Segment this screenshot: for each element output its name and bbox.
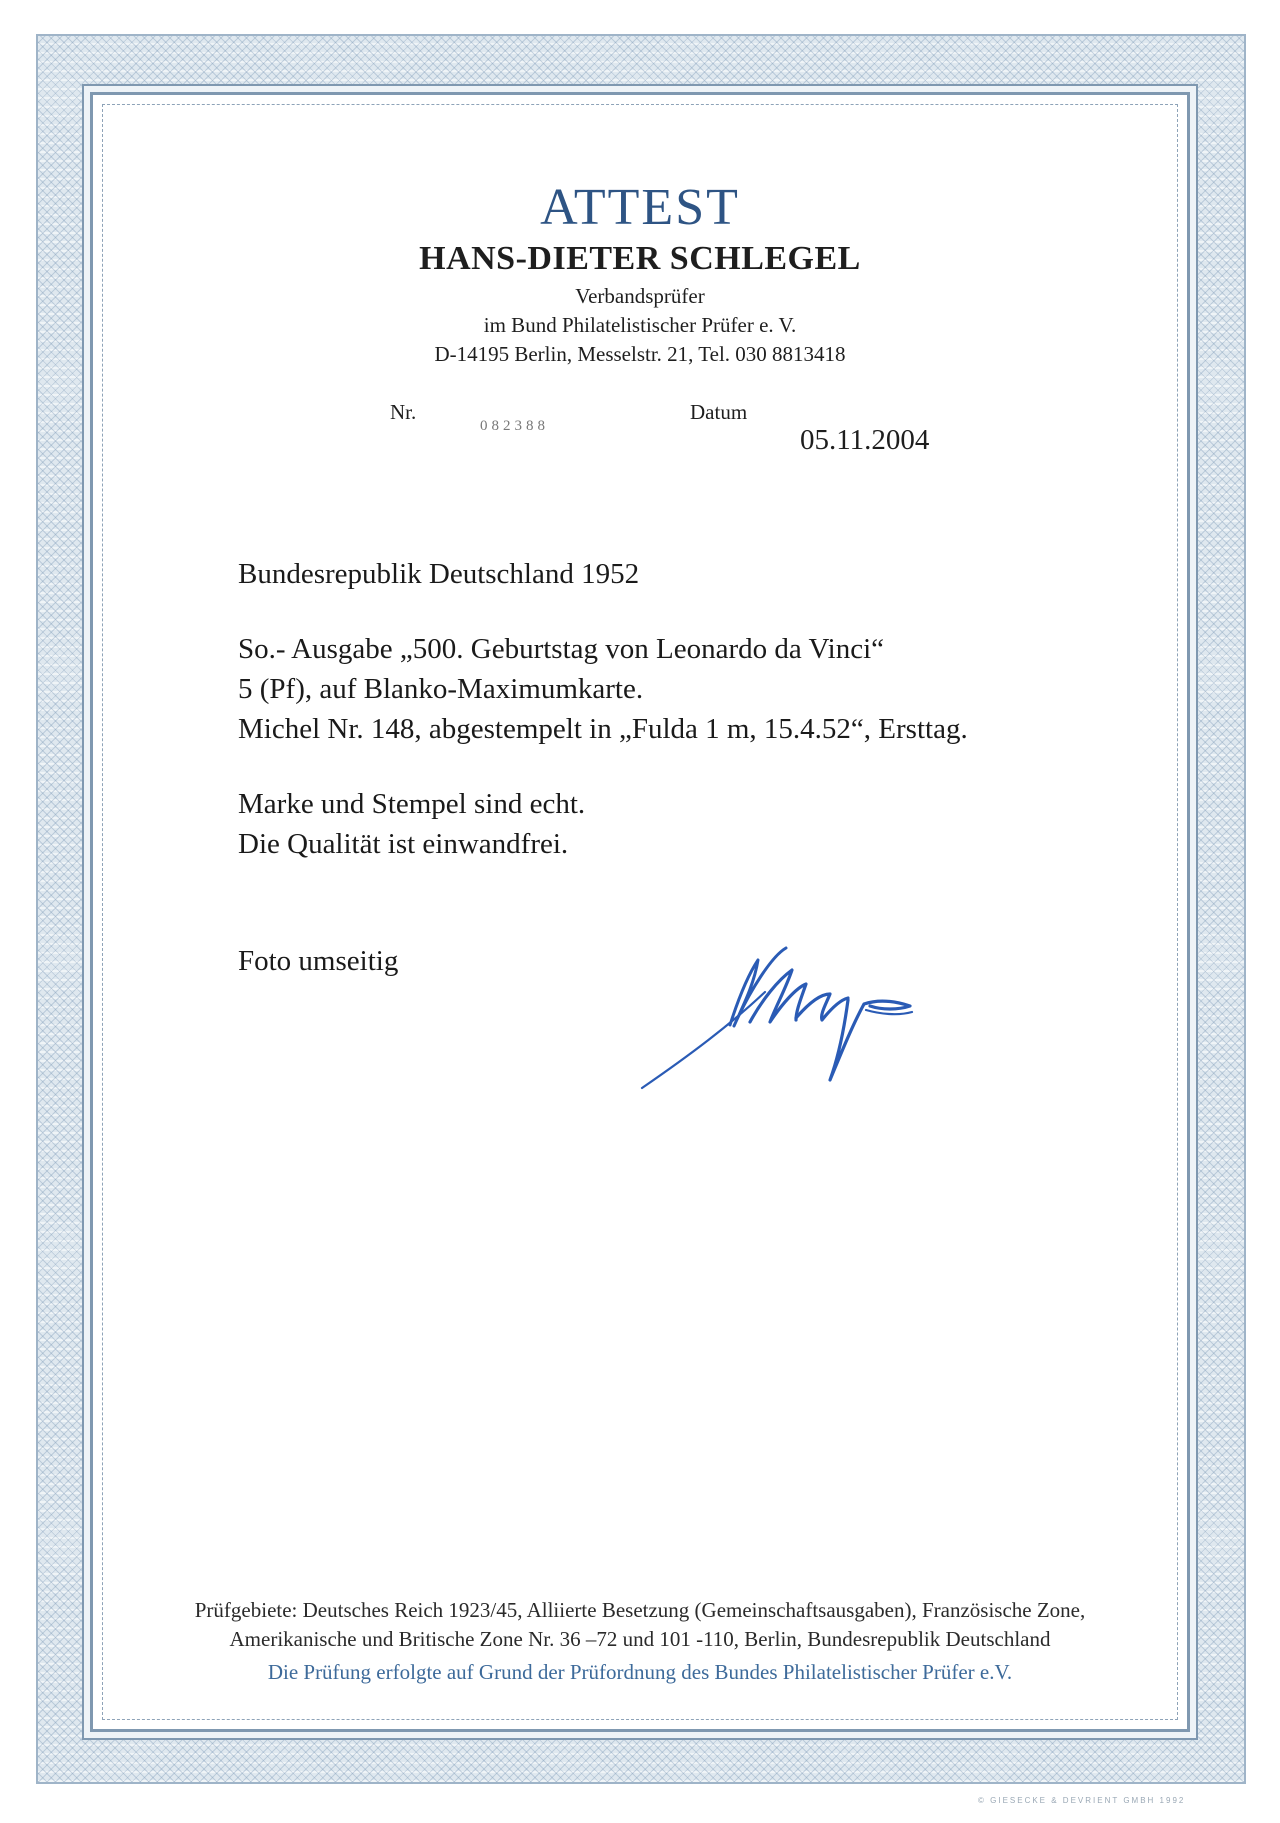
- footer-regulation-note: Die Prüfung erfolgte auf Grund der Prüfordnung des Bundes Philatelistischer Prüfer e.V.: [267, 1660, 1013, 1684]
- value-line: 5 (Pf), auf Blanko-Maximumkarte.: [238, 673, 644, 705]
- footer-examination-areas-cont: Amerikanische und Britische Zone Nr. 36 –72 und 101 -110, Berlin, Bundesrepublik Deutschland: [229, 1627, 1051, 1651]
- document-title: ATTEST: [540, 179, 740, 236]
- footer-examination-areas: Prüfgebiete: Deutsches Reich 1923/45, Alliierte Besetzung (Gemeinschaftsausgaben), Französische Zone,: [194, 1598, 1086, 1622]
- examiner-address: D-14195 Berlin, Messelstr. 21, Tel. 030 8813418: [434, 342, 846, 366]
- examiner-role: Verbandsprüfer: [575, 284, 705, 308]
- signature: [630, 930, 960, 1100]
- michel-line: Michel Nr. 148, abgestempelt in „Fulda 1 m, 15.4.52“, Ersttag.: [238, 713, 968, 745]
- number-label: Nr.: [390, 400, 417, 424]
- document-frame: [90, 92, 1190, 1732]
- quality-line: Die Qualität ist einwandfrei.: [238, 828, 569, 860]
- genuine-line: Marke und Stempel sind echt.: [238, 788, 586, 820]
- examiner-name: HANS-DIETER SCHLEGEL: [419, 240, 861, 277]
- date-label: Datum: [690, 400, 748, 424]
- certificate-number: 082388: [480, 418, 549, 434]
- issue-line: So.- Ausgabe „500. Geburtstag von Leonardo da Vinci“: [238, 633, 885, 665]
- printer-imprint: © GIESECKE & DEVRIENT GMBH 1992: [978, 1796, 1186, 1805]
- country-line: Bundesrepublik Deutschland 1952: [238, 558, 640, 590]
- photo-note: Foto umseitig: [238, 945, 399, 977]
- examiner-association: im Bund Philatelistischer Prüfer e. V.: [483, 313, 797, 337]
- certificate-date: 05.11.2004: [800, 424, 930, 456]
